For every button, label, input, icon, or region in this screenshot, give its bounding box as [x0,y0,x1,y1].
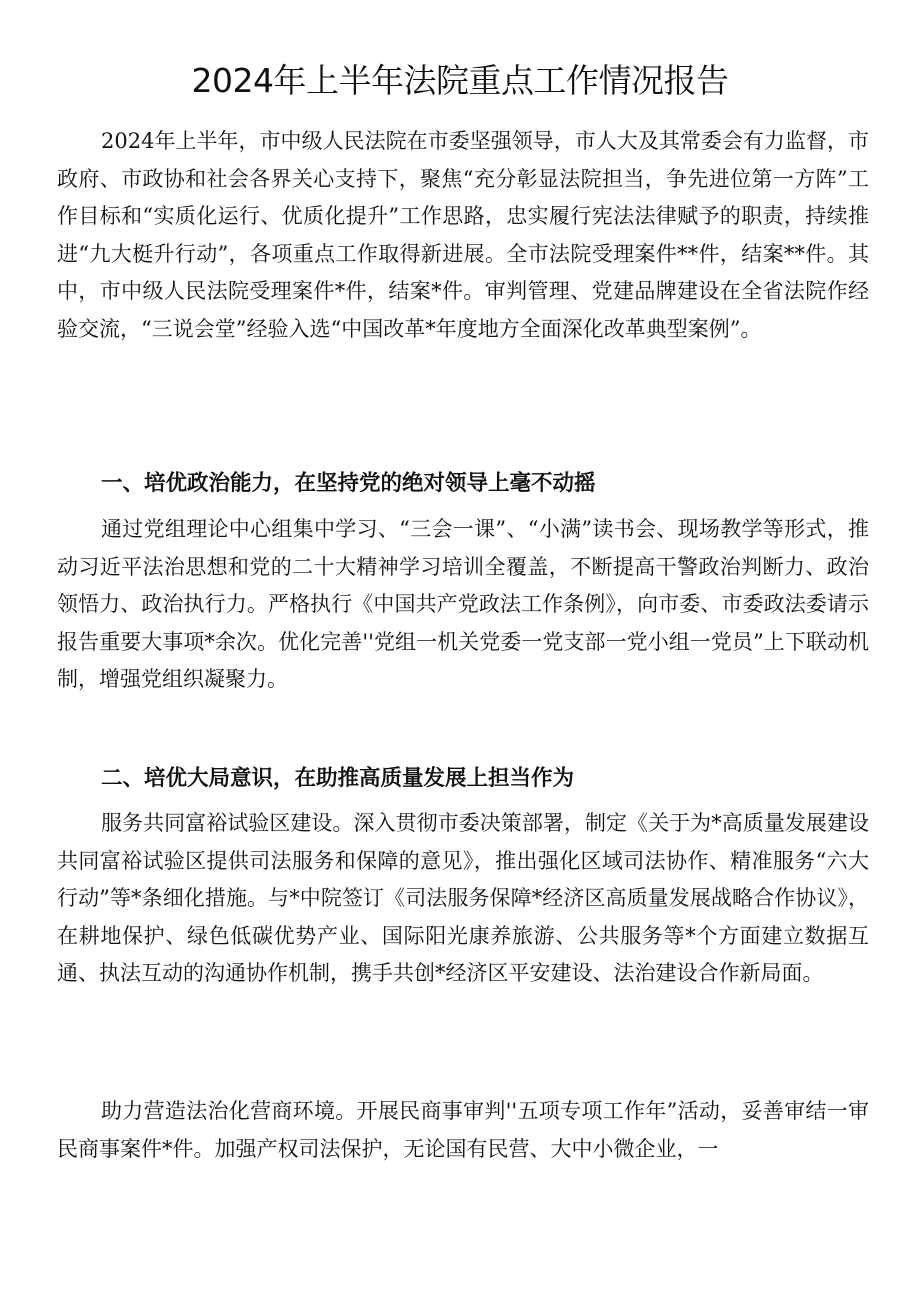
section-2-heading: 二、培优大局意识，在助推高质量发展上担当作为 [101,766,575,791]
intro-paragraph: 2024年上半年，市中级人民法院在市委坚强领导，市人大及其常委会有力监督，市政府、市政协和社会各界关心支持下，聚焦“充分彰显法院担当，争先进位第一方阵”工作目标和“实质化运行、优质化提升”工作思路，忠实履行宪法法律赋予的职责，持续推进“九大梃升行动”，各项重点工作取得新进展。全市法院受理案件**件，结案**件。其中，市中级人民法院受理案件*件，结案*件。审判管理、党建品牌建设在全省法院作经验交流，“三说会堂”经验入选“中国改革*年度地方全面深化改革典型案例”。 [57,129,869,341]
section-2-paragraph-2: 助力营造法治化营商环境。开展民商事审判''五项专项工作年”活动，妥善审结一审民商事案件*件。加强产权司法保护，无论国有民营、大中小微企业，一 [57,1099,869,1161]
section-2-paragraph-1: 服务共同富裕试验区建设。深入贯彻市委决策部署，制定《关于为*高质量发展建设共同富裕试验区提供司法服务和保障的意见》，推出强化区域司法协作、精准服务“六大行动”等*条细化措施。与*中院签订《司法服务保障*经济区高质量发展战略合作协议》，在耕地保护、绿色低碳优势产业、国际阳光康养旅游、公共服务等*个方面建立数据互通、执法互动的沟通协作机制，携手共创*经济区平安建设、法治建设合作新局面。 [57,811,869,986]
section-1-paragraph-1: 通过党组理论中心组集中学习、“三会一课”、“小满”读书会、现场教学等形式，推动习近平法治思想和党的二十大精神学习培训全覆盖，不断提高干警政治判断力、政治领悟力、政治执行力。严格执行《中国共产党政法工作条例》，向市委、市委政法委请示报告重要大事项*余次。优化完善''党组一机关党委一党支部一党小组一党员”上下联动机制，增强党组织凝聚力。 [57,517,869,692]
section-1-heading: 一、培优政治能力，在坚持党的绝对领导上毫不动摇 [101,471,596,496]
document-title: 2024年上半年法院重点工作情况报告 [191,61,729,100]
